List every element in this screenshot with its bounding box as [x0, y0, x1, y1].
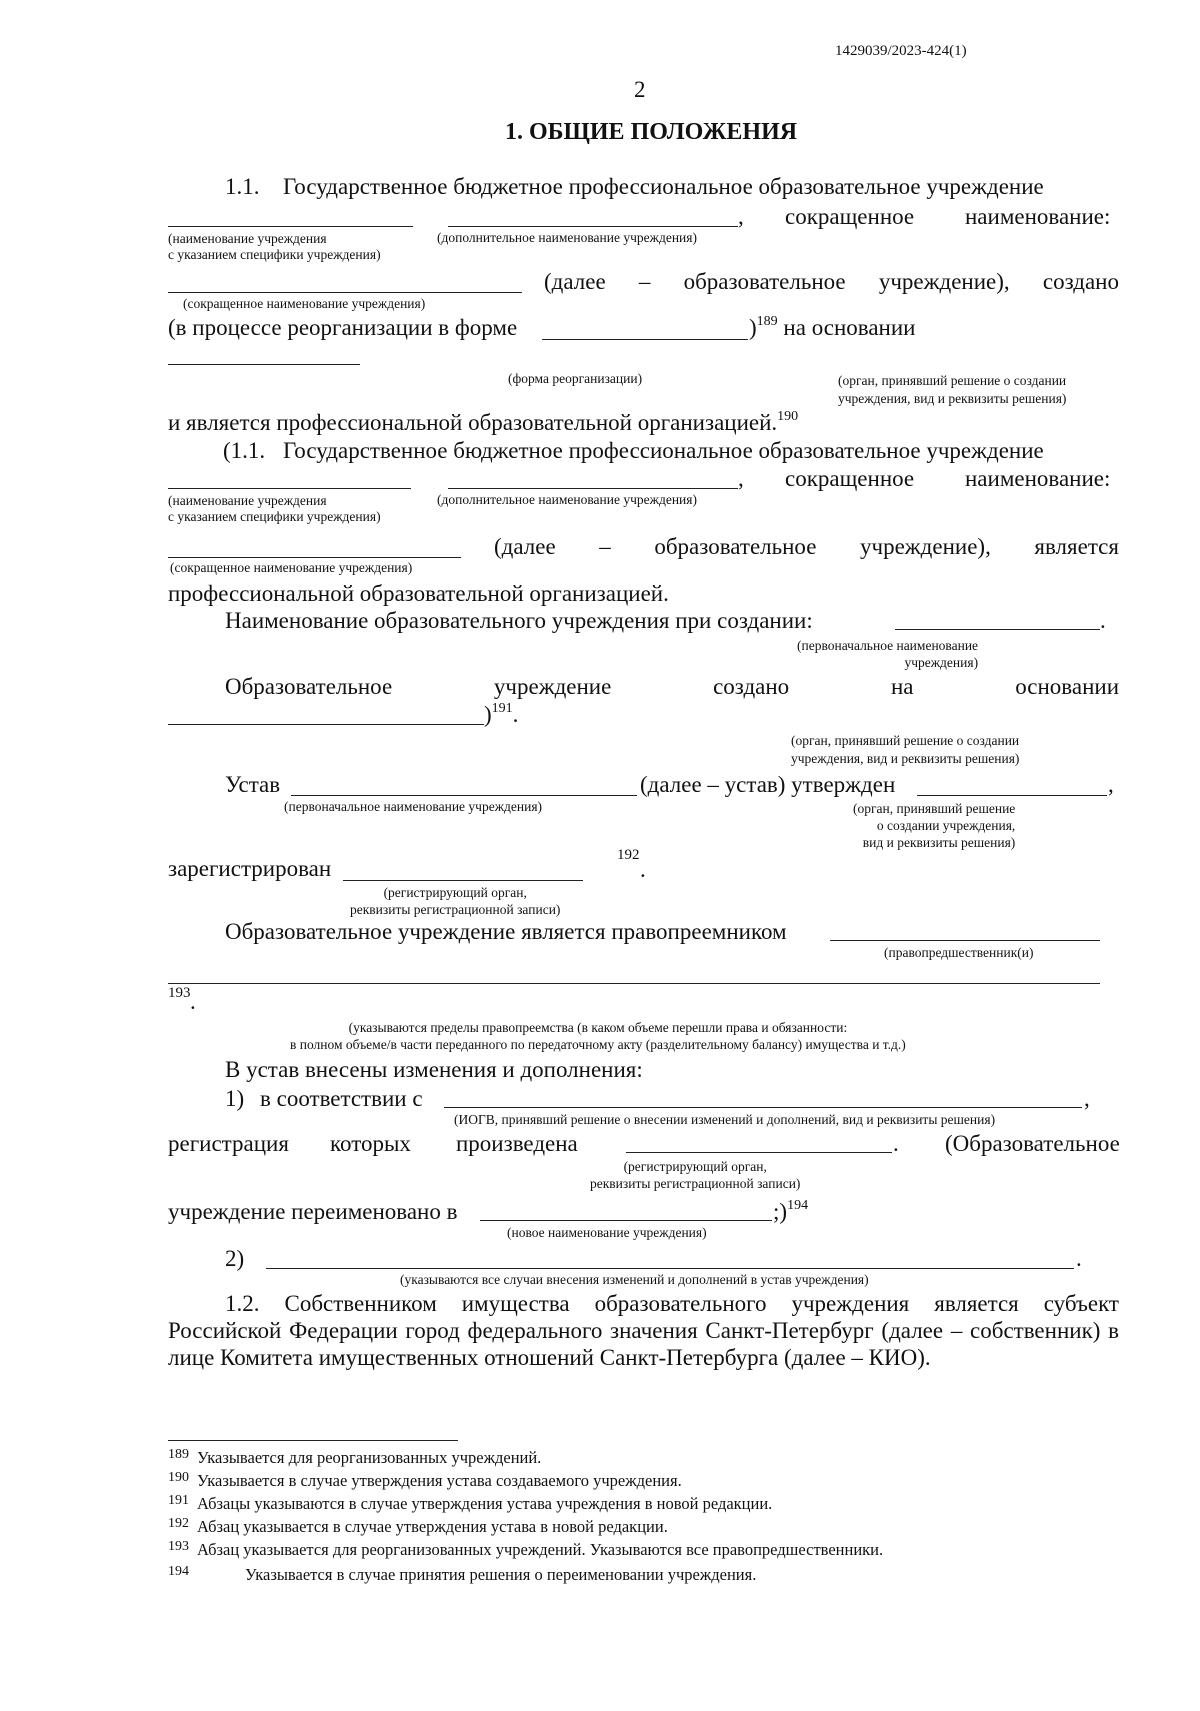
blank-institution-name[interactable]	[168, 226, 413, 227]
na-osnovanii: на основании	[777, 315, 916, 340]
word: на	[890, 674, 914, 699]
footnote-number: 191	[168, 1493, 189, 1508]
period: .	[1076, 1246, 1082, 1271]
caption-initial-name: (первоначальное наименование учреждения)	[797, 638, 979, 670]
blank-reorg-form[interactable]	[542, 339, 748, 340]
reorg-text: (в процессе реорганизации в форме	[168, 315, 518, 340]
dalee-line	[544, 270, 1119, 293]
caption-institution-name-b: (наименование учреждения с указанием специфики учреждения)	[168, 493, 381, 524]
footnote-189	[168, 1447, 542, 1467]
reorg-close	[749, 316, 915, 339]
word: является	[1034, 534, 1119, 559]
word: –	[599, 534, 611, 559]
page-number: 2	[634, 77, 646, 102]
comma: ,	[738, 466, 744, 491]
blank-institution-name-b[interactable]	[168, 488, 411, 489]
footnote-ref-189[interactable]: 189	[756, 314, 778, 329]
footnote-text: Указывается в случае принятия решения о переименовании учреждения.	[245, 1565, 757, 1584]
caption-succession-limits: (указываются пределы правопреемства (в каком объеме перешли права и обязанности: в полном объеме/в части переданного по передаточному акту (разделительному балансу) имущества и т.д.)	[290, 1020, 906, 1052]
period: .	[640, 857, 646, 882]
clause-1-1-number: 1.1.	[225, 174, 260, 199]
word-proizvedena: произведена	[456, 1131, 578, 1156]
caption-created-organ: (орган, принявший решение о создании учреждения, вид и реквизиты решения)	[791, 733, 1020, 766]
word: учреждение),	[860, 534, 991, 559]
clause-1-1-text: Государственное бюджетное профессиональное образовательное учреждение	[283, 174, 1044, 199]
blank-short-name-b[interactable]	[168, 557, 461, 558]
footnote-190	[168, 1470, 682, 1490]
blank-additional-name[interactable]	[448, 226, 738, 227]
section-title: 1. ОБЩИЕ ПОЛОЖЕНИЯ	[505, 119, 798, 145]
word: Образовательное	[225, 674, 393, 699]
word-obrazovatelnoe: (Образовательное	[945, 1131, 1120, 1156]
word-kotoryh: которых	[330, 1131, 411, 1156]
footnote-194	[168, 1564, 757, 1584]
paren: ;)	[773, 1199, 788, 1224]
footnote-ref-191[interactable]: 191	[491, 701, 513, 716]
word: –	[638, 269, 651, 294]
word: учреждение),	[878, 269, 1010, 294]
word: создано	[1042, 269, 1119, 294]
short-label-1: сокращенное	[785, 204, 915, 229]
paren: )	[749, 315, 757, 340]
word: образовательное	[683, 269, 846, 294]
footnote-number: 193	[168, 1539, 189, 1554]
prof-org-line	[168, 411, 798, 434]
word: создано	[713, 674, 790, 699]
footnote-192	[168, 1516, 668, 1536]
caption-amend-reg: (регистрирующий орган, реквизиты регистрационной записи)	[590, 1159, 801, 1191]
prof-org-text: и является профессиональной образовательной организацией.	[168, 410, 778, 435]
caption-organ: (орган, принявший решение о создании учреждения, вид и реквизиты решения)	[838, 373, 1067, 406]
registered-label: зарегистрирован	[168, 856, 332, 881]
footnote-number: 189	[168, 1447, 189, 1462]
created-close	[484, 703, 518, 726]
period: .	[893, 1131, 899, 1156]
blank-predecessor[interactable]	[830, 940, 1100, 941]
short-label-2b: наименование:	[965, 466, 1111, 491]
footnote-text: Абзац указывается в случае утверждения устава в новой редакции.	[197, 1517, 668, 1536]
word: основании	[1015, 674, 1119, 699]
item-1-text: в соответствии с	[260, 1086, 423, 1111]
period: .	[512, 702, 519, 727]
created-line	[225, 675, 1119, 698]
document-number: 1429039/2023-424(1)	[835, 43, 967, 59]
blank-charter-approved[interactable]	[917, 795, 1107, 796]
blank-additional-name-b[interactable]	[448, 488, 738, 489]
blank-succession-limits[interactable]	[168, 983, 1100, 984]
comma: ,	[738, 204, 744, 229]
footnote-text: Указывается для реорганизованных учреждений.	[197, 1448, 542, 1467]
successor-text: Образовательное учреждение является правопреемником	[225, 919, 787, 944]
caption-additional-name: (дополнительное наименование учреждения)	[437, 230, 697, 245]
blank-basis[interactable]	[168, 364, 360, 365]
ustav-label: Устав	[225, 772, 281, 797]
blank-charter-name[interactable]	[291, 795, 637, 796]
footnote-number: 192	[168, 1516, 189, 1531]
caption-short-name-b: (сокращенное наименование учреждения)	[170, 560, 413, 575]
caption-reg: (регистрирующий орган, реквизиты регистрационной записи)	[350, 885, 561, 917]
blank-iogv[interactable]	[444, 1107, 1082, 1108]
blank-initial-name[interactable]	[895, 629, 1100, 630]
caption-new-name: (новое наименование учреждения)	[507, 1225, 707, 1240]
caption-institution-name: (наименование учреждения с указанием специфики учреждения)	[168, 231, 381, 262]
footnote-191	[168, 1493, 773, 1513]
word: образовательное	[654, 534, 817, 559]
word: (далее	[494, 534, 556, 559]
clause-1-1b-text: Государственное бюджетное профессиональное образовательное учреждение	[283, 438, 1044, 463]
clause-1-1b-number: (1.1.	[223, 438, 266, 463]
caption-all-cases: (указываются все случаи внесения изменений и дополнений в устав учреждения)	[400, 1272, 869, 1287]
footnote-ref-192[interactable]: 192	[617, 847, 640, 863]
naming-text: Наименование образовательного учреждения при создании:	[225, 608, 813, 633]
footnote-ref-194[interactable]: 194	[787, 1198, 809, 1213]
comma: ,	[1108, 772, 1114, 797]
footnote-number: 194	[168, 1564, 189, 1579]
renamed-text: учреждение переименовано в	[168, 1199, 458, 1224]
caption-charter-organ: (орган, принявший решение о создании учреждения, вид и реквизиты решения)	[853, 801, 1016, 850]
clause-1-1-line1	[283, 175, 1119, 198]
caption-additional-name-b: (дополнительное наименование учреждения)	[437, 492, 697, 507]
clause-1-2: 1.2. Собственником имущества образовательного учреждения является субъект Российской Федерации город федерального значения Санкт-Петербург (далее – собственник) в лице Комитета имущественных отношений Санкт-Петербурга (далее – КИО).	[168, 1291, 1119, 1370]
charter-middle: (далее – устав) утвержден	[640, 772, 896, 797]
caption-short-name: (сокращенное наименование учреждения)	[183, 296, 426, 311]
prof-org-b: профессиональной образовательной организацией.	[168, 581, 669, 606]
blank-short-name[interactable]	[168, 292, 522, 293]
item-2-number: 2)	[225, 1246, 245, 1271]
short-label-1b: сокращенное	[785, 466, 915, 491]
footnote-text: Абзац указывается для реорганизованных учреждений. Указываются все правопредшественники.	[197, 1540, 884, 1559]
footnote-text: Абзацы указываются в случае утверждения устава учреждения в новой редакции.	[197, 1494, 773, 1513]
blank-new-name[interactable]	[480, 1220, 772, 1221]
clause-1-1b-line1	[283, 439, 1119, 462]
renamed-close	[773, 1200, 808, 1223]
footnote-separator	[168, 1440, 458, 1441]
footnote-ref-190[interactable]: 190	[777, 409, 799, 424]
caption-predecessor: (правопредшественник(и)	[884, 945, 1034, 960]
blank-amend-reg[interactable]	[626, 1152, 892, 1153]
blank-created-basis[interactable]	[168, 724, 484, 725]
comma: ,	[1084, 1086, 1090, 1111]
word: (далее	[544, 269, 606, 294]
footnote-text: Указывается в случае утверждения устава создаваемого учреждения.	[197, 1471, 682, 1490]
period: .	[190, 989, 196, 1014]
caption-iogv: (ИОГВ, принявший решение о внесении изменений и дополнений, вид и реквизиты решения)	[454, 1112, 996, 1127]
period: .	[1100, 608, 1106, 633]
dalee-line-b	[494, 535, 1119, 558]
caption-reorg-form: (форма реорганизации)	[508, 371, 643, 386]
item-1-number: 1)	[225, 1086, 245, 1111]
footnote-number: 190	[168, 1470, 189, 1485]
caption-initial-name-2: (первоначальное наименование учреждения)	[284, 799, 543, 814]
amendments-intro: В устав внесены изменения и дополнения:	[225, 1057, 643, 1082]
blank-registered[interactable]	[343, 880, 583, 881]
paren: )	[484, 702, 492, 727]
footnote-193	[168, 1539, 884, 1559]
short-label-2: наименование:	[965, 204, 1111, 229]
footnote-ref-193[interactable]: 193	[168, 985, 191, 1001]
word-registration: регистрация	[168, 1131, 289, 1156]
blank-all-cases[interactable]	[266, 1268, 1074, 1269]
word: учреждение	[493, 674, 612, 699]
